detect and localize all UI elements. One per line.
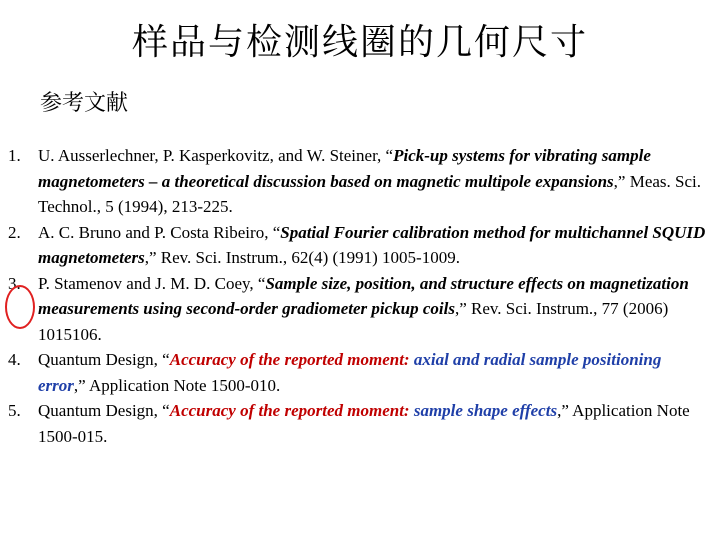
reference-source: ,” Meas. Sci. Technol., 5 (1994), 213-225. (38, 171, 702, 216)
reference-item (8, 347, 712, 398)
reference-authors: Quantum Design, “ (38, 350, 170, 369)
reference-authors: A. C. Bruno and P. Costa Ribeiro, “ (38, 222, 281, 242)
reference-source: ,” Rev. Sci. Instrum., 62(4) (1991) 1005-1009. (144, 248, 460, 267)
reference-number: 3. (8, 273, 21, 293)
reference-number: 5. (8, 401, 21, 420)
reference-source: ,” Rev. Sci. Instrum., 77 (2006) 1015106. (38, 299, 669, 344)
reference-authors: Quantum Design, “ (38, 401, 170, 420)
reference-title-red: Accuracy of the reported moment: (169, 350, 414, 369)
reference-authors: U. Ausserlechner, P. Kasperkovitz, and W. Steiner, “ (38, 146, 394, 165)
reference-title-blue: axial and radial sample positioning error (38, 350, 662, 395)
reference-title: Sample size, position, and structure effects on magnetization measurements using second-order gradiometer pickup coils (38, 273, 689, 318)
reference-list (8, 143, 712, 449)
reference-item (8, 398, 712, 449)
section-heading: 参考文献 (40, 91, 129, 116)
reference-title-blue: sample shape effects (413, 401, 558, 420)
page-title: 样品与检测线圈的几何尺寸 (131, 22, 588, 63)
reference-title: Spatial Fourier calibration method for multichannel SQUID magnetometers (38, 222, 706, 267)
reference-title-red: Accuracy of the reported moment: (169, 401, 414, 420)
reference-title: Pick-up systems for vibrating sample magnetometers – a theoretical discussion based on magnetic multipole expansions (38, 146, 651, 191)
reference-number: 4. (8, 350, 21, 369)
reference-source: ,” Application Note 1500-015. (38, 401, 690, 446)
reference-source: ,” Application Note 1500-010. (73, 375, 281, 395)
reference-number: 1. (8, 146, 21, 165)
reference-item (8, 143, 712, 220)
reference-authors: P. Stamenov and J. M. D. Coey, “ (38, 273, 266, 293)
reference-item (8, 271, 712, 348)
reference-number: 2. (8, 222, 21, 242)
reference-item (8, 220, 712, 271)
highlight-circle-annotation (5, 285, 35, 329)
